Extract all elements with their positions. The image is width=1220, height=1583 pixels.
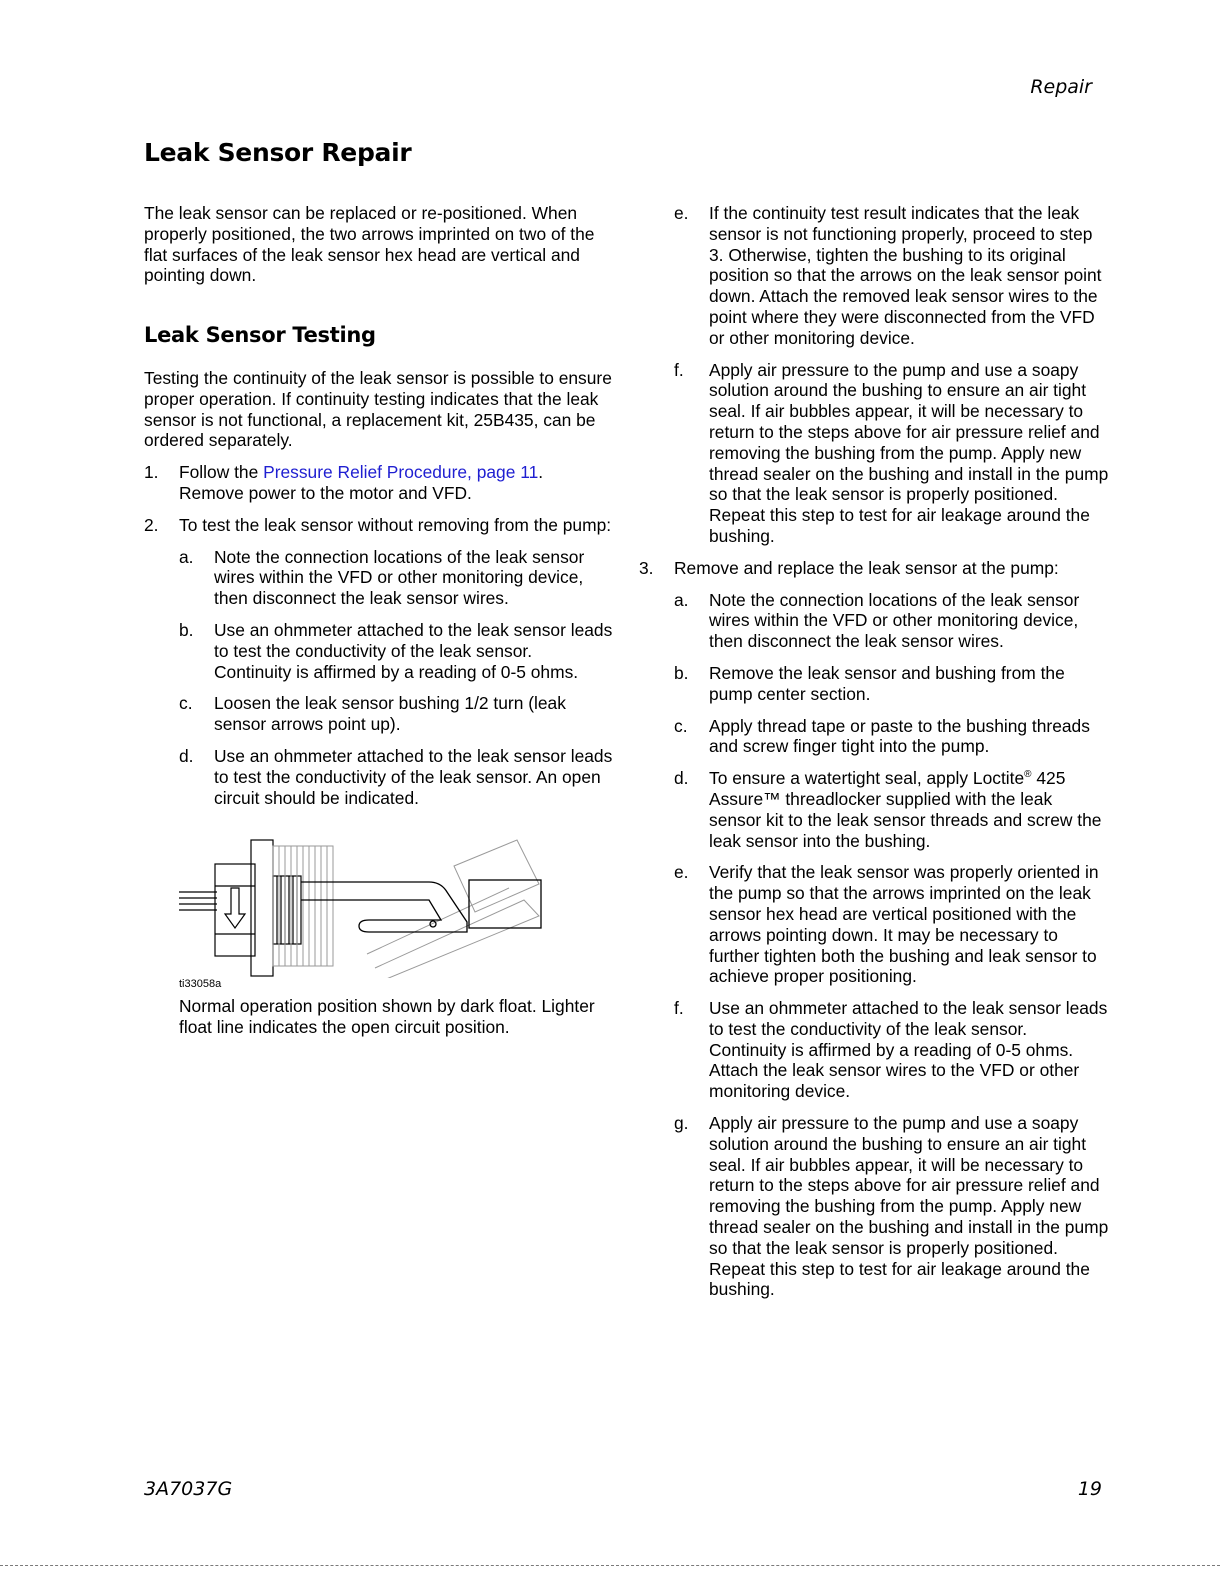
steps-list — [144, 462, 614, 1038]
substep-letter: f. — [674, 359, 684, 380]
substep-text: Loosen the leak sensor bushing 1/2 turn (leak sensor arrows point up). — [214, 693, 566, 735]
testing-intro-paragraph: Testing the continuity of the leak sensor is possible to ensure proper operation. If continuity testing indicates that the leak sensor is not functional, a replacement kit, 25B435, can be ordered separately. — [144, 367, 612, 451]
substeps-list — [674, 590, 1109, 1301]
section-title-testing: Leak Sensor Testing — [144, 323, 376, 348]
substep-text: Apply air pressure to the pump and use a soapy solution around the bushing to ensure an air tight seal. If air bubbles appear, it will be necessary to return to the steps above for air pressure relief and removing the bushing from the pump. Apply new thread sealer on the bushing and install in the pump so that the leak sensor is properly positioned. Repeat this step to test for air leakage around the bushing. — [709, 1113, 1109, 1300]
substep-text: Use an ohmmeter attached to the leak sensor leads to test the conductivity of the leak sensor. Continuity is affirmed by a reading of 0-5 ohms. Attach the leak sensor wires to the VFD or other monitoring device. — [709, 998, 1108, 1102]
substep-3g — [674, 1113, 1109, 1300]
running-header: Repair — [1030, 76, 1092, 98]
substep-letter: f. — [674, 998, 684, 1019]
substep-3d — [674, 768, 1109, 851]
substep-text: Remove the leak sensor and bushing from the pump center section. — [709, 662, 1065, 704]
step-number: 2. — [144, 514, 159, 535]
substep-letter: b. — [674, 662, 689, 683]
substep-3c — [674, 716, 1109, 758]
substep-letter: c. — [179, 693, 193, 714]
page-title: Leak Sensor Repair — [144, 138, 412, 167]
substep-text: Apply air pressure to the pump and use a soapy solution around the bushing to ensure an air tight seal. If air bubbles appear, it will be necessary to return to the steps above for air pressure relief and removing the bushing from the pump. Apply new thread sealer on the bushing and install in the pump so that the leak sensor is properly positioned. Repeat this step to test for air leakage around the bushing. — [709, 359, 1109, 546]
substep-text-suffix: 425 Assure™ threadlocker supplied with the leak sensor kit to the leak sensor threads and screw the leak sensor into the bushing. — [709, 768, 1102, 851]
substep-letter: g. — [674, 1113, 689, 1134]
step-2 — [144, 515, 614, 1038]
intro-paragraph: The leak sensor can be replaced or re-positioned. When properly positioned, the two arrows imprinted on two of the flat surfaces of the leak sensor hex head are vertical and pointing down. — [144, 203, 595, 286]
step-text: Follow the — [179, 462, 264, 483]
substep-3a — [674, 590, 1109, 652]
step-text-suffix: . — [538, 462, 544, 483]
substep-letter: b. — [179, 619, 194, 640]
substep-3b — [674, 663, 1109, 705]
substep-text: Use an ohmmeter attached to the leak sensor leads to test the conductivity of the leak sensor. Continuity is affirmed by a reading of 0-5 ohms. — [214, 619, 613, 682]
substeps-list-continued — [639, 203, 1109, 547]
substep-letter: a. — [179, 546, 194, 567]
substep-2f — [639, 360, 1109, 547]
substep-3f — [674, 998, 1109, 1102]
registered-mark: ® — [1024, 769, 1032, 781]
footer-doc-number: 3A7037G — [144, 1478, 233, 1500]
step-number: 1. — [144, 462, 159, 483]
substep-text-prefix: To ensure a watertight seal, apply Loctite — [709, 768, 1025, 789]
footer-page-number: 19 — [1077, 1478, 1102, 1500]
substep-2c — [179, 693, 614, 735]
substep-text — [709, 768, 1109, 851]
substep-letter: a. — [674, 589, 689, 610]
substep-2a — [179, 547, 614, 609]
step-number: 3. — [639, 557, 654, 578]
right-column — [639, 203, 1109, 1300]
step-3 — [639, 558, 1109, 1301]
pressure-relief-link[interactable]: Pressure Relief Procedure, page 11 — [263, 462, 539, 483]
substep-text: Apply thread tape or paste to the bushing threads and screw finger tight into the pump. — [709, 715, 1090, 757]
leak-sensor-figure — [179, 836, 614, 1038]
substep-letter: d. — [674, 768, 689, 789]
substep-letter: c. — [674, 715, 688, 736]
substep-text: If the continuity test result indicates that the leak sensor is not functioning properly, proceed to step 3. Otherwise, tighten the bushing to its original position so that the arrows on the leak sensor point down. Attach the removed leak sensor wires to the point where they were disconnected from the VFD or other monitoring device. — [709, 203, 1102, 348]
substep-text: Verify that the leak sensor was properly oriented in the pump so that the arrows imprinted on the leak sensor hex head are vertical positioned with the arrows pointing down. It may be necessary to further tighten both the bushing and leak sensor to achieve proper positioning. — [709, 862, 1099, 987]
leak-sensor-diagram — [179, 836, 549, 978]
step-text: Remove and replace the leak sensor at the pump: — [674, 557, 1059, 578]
figure-id: ti33058a — [179, 978, 222, 991]
substep-letter: d. — [179, 745, 194, 766]
substep-2e — [639, 203, 1109, 349]
step-text-line2: Remove power to the motor and VFD. — [179, 482, 472, 503]
substep-text: Note the connection locations of the leak sensor wires within the VFD or other monitoring device, then disconnect the leak sensor wires. — [214, 546, 585, 609]
bottom-rule — [0, 1565, 1220, 1566]
step-1 — [144, 462, 614, 504]
left-column — [144, 203, 614, 1038]
figure-caption: Normal operation position shown by dark float. Lighter float line indicates the open circuit position. — [179, 996, 595, 1038]
substep-text: Use an ohmmeter attached to the leak sensor leads to test the conductivity of the leak sensor. An open circuit should be indicated. — [214, 745, 613, 808]
substeps-list — [179, 547, 614, 809]
substep-text: Note the connection locations of the leak sensor wires within the VFD or other monitoring device, then disconnect the leak sensor wires. — [709, 589, 1080, 652]
substep-2b — [179, 620, 614, 682]
substep-letter: e. — [674, 862, 689, 883]
step-text: To test the leak sensor without removing from the pump: — [179, 514, 612, 535]
substep-3e — [674, 862, 1109, 987]
substep-letter: e. — [674, 203, 689, 223]
substep-2d — [179, 746, 614, 808]
steps-list-continued — [639, 558, 1109, 1301]
